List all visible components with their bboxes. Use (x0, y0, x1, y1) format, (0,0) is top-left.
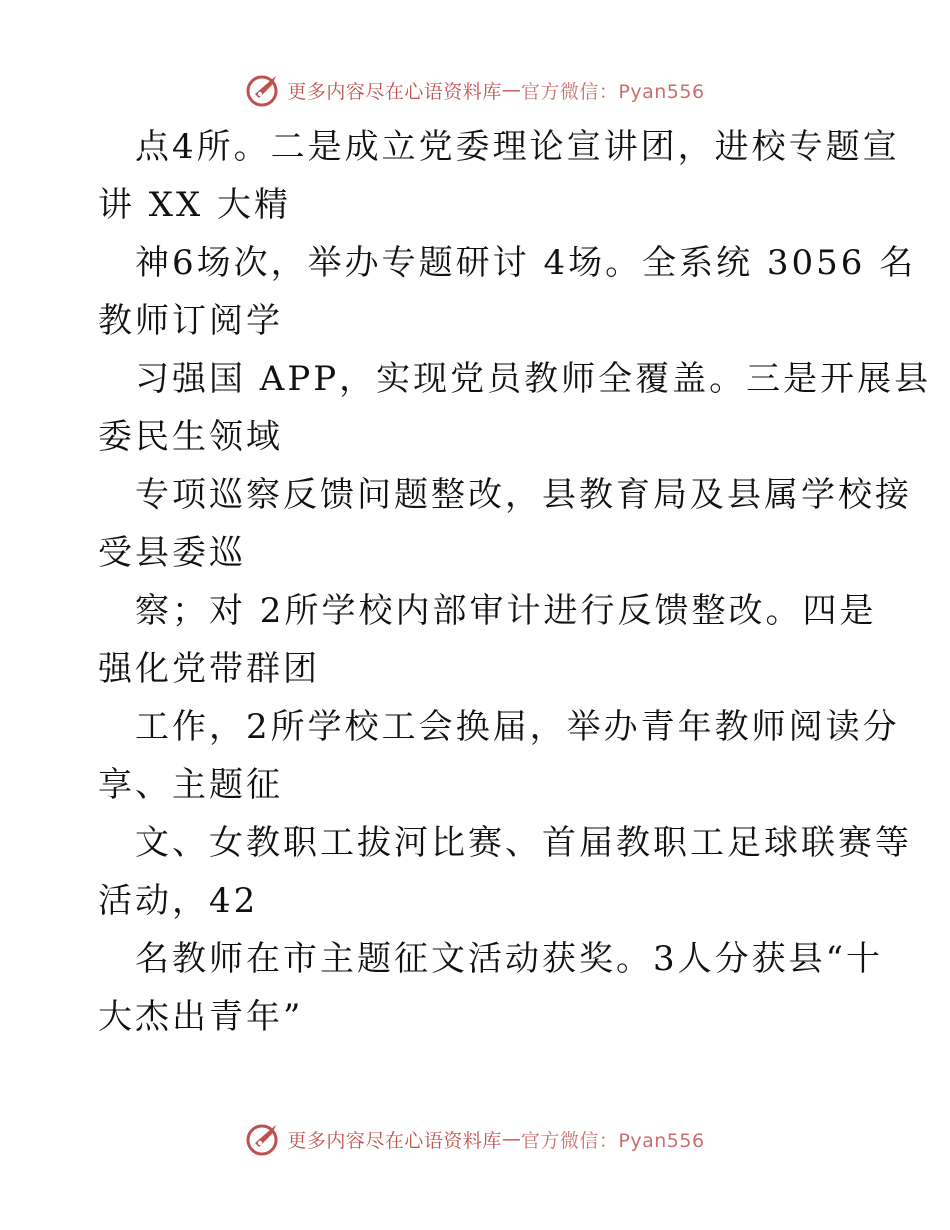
watermark-wechat-text: 官方微信：Pyan556 (520, 80, 705, 103)
body-line: 名教师在市主题征文活动获奖。3人分获县“十 (135, 939, 884, 979)
watermark-dash: — (501, 1128, 521, 1150)
watermark-site-text: 更多内容尽在心语资料库 (287, 1129, 502, 1152)
body-line: 讲 XX 大精 (98, 185, 292, 225)
body-line: 大杰出青年” (98, 997, 304, 1037)
pen-nib-logo-icon (245, 1121, 283, 1157)
watermark-dash: — (501, 79, 521, 101)
body-line: 专项巡察反馈问题整改，县教育局及县属学校接 (135, 475, 912, 515)
body-line: 活动，42 (98, 881, 259, 921)
body-line: 文、女教职工拔河比赛、首届教职工足球联赛等 (135, 823, 912, 863)
body-line: 享、主题征 (98, 765, 283, 805)
body-line: 委民生领域 (98, 417, 283, 457)
watermark-wechat-text: 官方微信：Pyan556 (520, 1129, 705, 1152)
header-watermark (0, 70, 950, 110)
footer-watermark (0, 1119, 950, 1159)
pen-nib-logo-icon (245, 72, 283, 108)
body-line: 点4所。二是成立党委理论宣讲团，进校专题宣 (135, 127, 900, 167)
body-line: 教师订阅学 (98, 301, 283, 341)
watermark-site-text: 更多内容尽在心语资料库 (287, 80, 502, 103)
body-line: 习强国 APP，实现党员教师全覆盖。三是开展县 (135, 359, 932, 399)
body-line: 神6场次，举办专题研讨 4场。全系统 3056 名 (135, 243, 917, 283)
document-body (98, 118, 932, 1046)
body-line: 工作，2所学校工会换届，举办青年教师阅读分 (135, 707, 900, 747)
body-line: 强化党带群团 (98, 649, 320, 689)
body-line: 察；对 2所学校内部审计进行反馈整改。四是 (135, 591, 877, 631)
body-line: 受县委巡 (98, 533, 246, 573)
